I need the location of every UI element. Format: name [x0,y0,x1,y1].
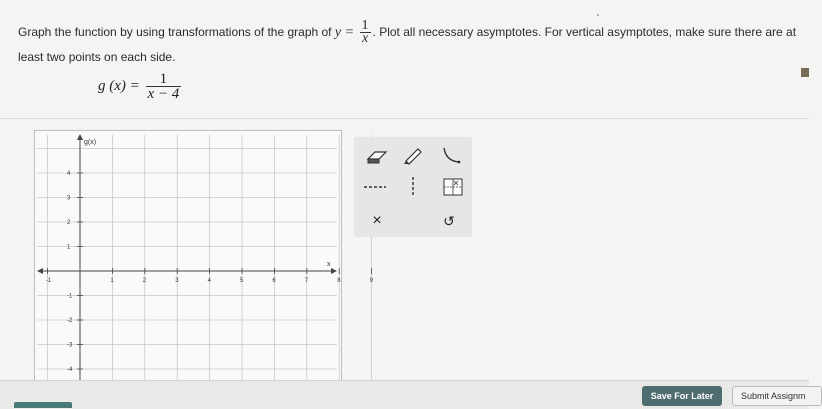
y-axis-arrow-up [77,134,83,140]
x-tick-label: 8 [337,278,341,284]
parent-function [334,18,373,47]
y-tick-label: 1 [67,244,71,251]
x-axis-arrow-right [331,268,337,274]
graph-panel[interactable] [34,130,373,390]
vertical-asymptote-tool[interactable] [398,175,428,199]
vertical-asymptote-icon [408,176,418,198]
question-text [18,20,803,69]
x-tick-label: 7 [304,278,309,284]
function-numerator: 1 [146,72,182,87]
horizontal-asymptote-icon [362,182,388,192]
curve-icon [440,145,462,165]
x-tick-label: 2 [142,278,147,284]
curve-tool[interactable] [436,143,466,167]
eraser-tool[interactable] [362,145,392,169]
parent-function-fraction [360,20,371,45]
parent-function-numerator: 1 [361,18,369,34]
undo-tool[interactable] [434,209,464,233]
no-solution-icon [442,177,464,197]
y-tick-label: 3 [67,195,71,202]
function-fraction [146,72,182,101]
horizontal-asymptote-tool[interactable] [360,175,390,199]
x-tick-label: 3 [175,278,179,284]
y-axis-label: g(x) [84,139,97,146]
divider [0,118,809,119]
x-axis-label: x [327,261,331,268]
function-lhs: g (x) = [98,77,140,94]
parent-function-denominator: x [361,31,369,47]
x-tick-label: -1 [45,278,51,284]
delete-tool[interactable] [362,209,392,233]
graph-canvas[interactable] [35,131,373,389]
footer-tab[interactable] [14,402,72,408]
edge-marker [801,68,809,77]
save-for-later-button[interactable]: Save For Later [642,386,722,406]
function-denominator: x − 4 [147,86,180,102]
x-tick-label: 5 [240,278,244,284]
y-tick-label: -4 [67,367,73,373]
x-tick-label: 1 [110,278,114,284]
x-tick-label: 6 [272,278,276,284]
delete-icon: × [372,212,382,229]
y-tick-label: -2 [67,318,73,324]
x-tick-label: 4 [207,278,211,284]
parent-function-lhs: y = [334,25,355,40]
y-tick-label: -3 [67,342,73,349]
y-tick-label: -1 [67,293,73,300]
y-tick-label: 4 [67,171,71,177]
question-suffix: . Plot all necessary asymptotes. For vertical asymptotes, make sure there are at least two points on each side. [18,25,797,65]
pencil-tool[interactable] [398,143,428,167]
no-solution-tool[interactable] [438,175,468,199]
x-tick-label: 9 [369,278,373,284]
stray-dot [597,14,599,16]
question-prefix: Graph the function by using transformations of the graph of [18,25,332,39]
x-axis-arrow-left [37,268,43,274]
function-definition [98,72,183,101]
undo-icon: ↺ [443,212,455,229]
y-tick-label: 2 [67,220,71,226]
tool-palette [354,137,472,237]
eraser-icon [366,149,388,165]
pencil-icon [402,145,424,165]
submit-assignment-button[interactable]: Submit Assignm [732,386,822,406]
